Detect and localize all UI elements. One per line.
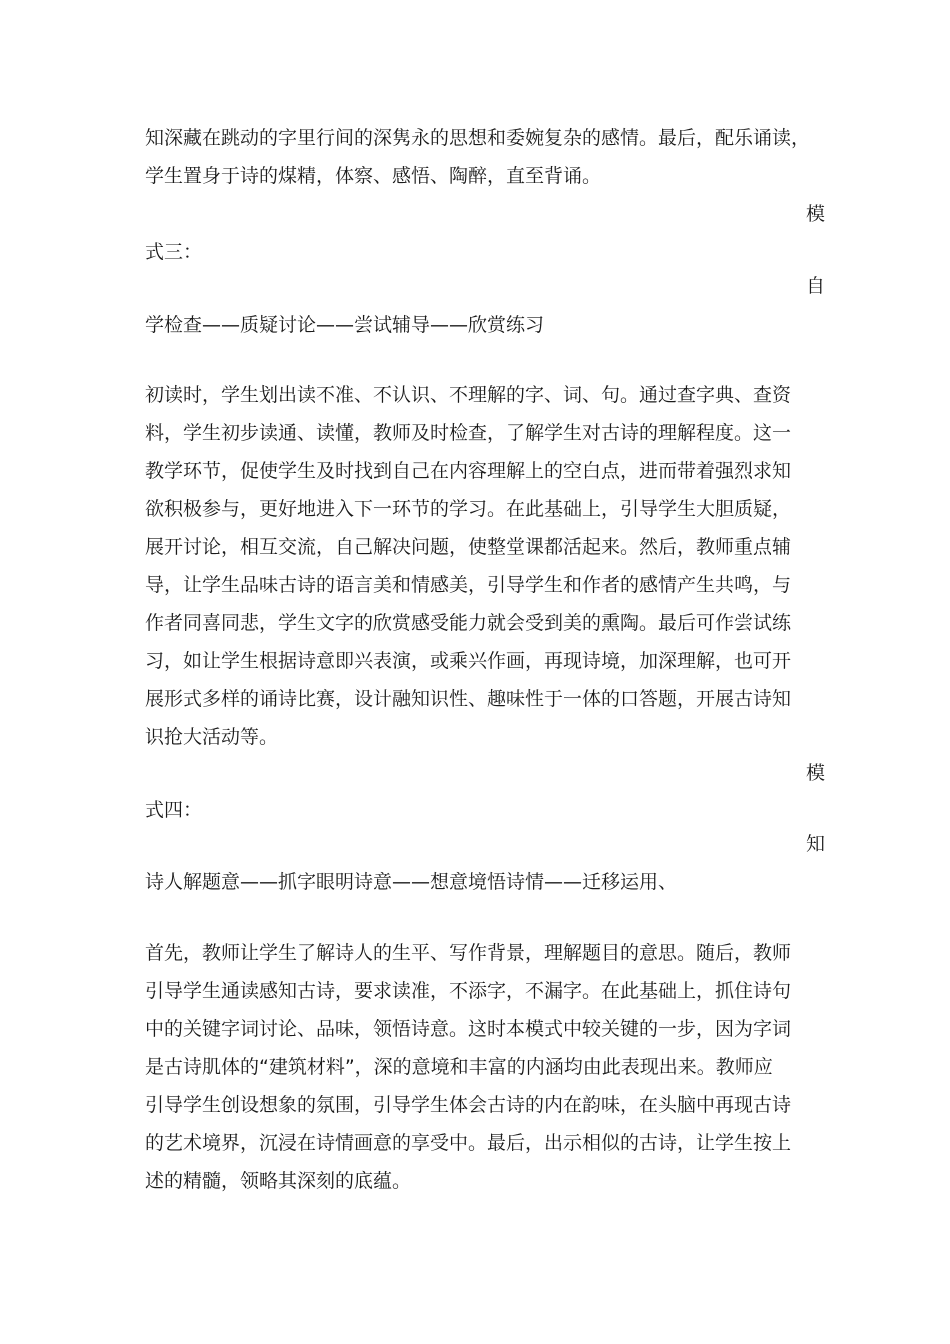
paragraph-line: 作者同喜同悲，学生文字的欣赏感受能力就会受到美的熏陶。最后可作尝试练 (145, 612, 792, 634)
mode-4-heading: 式四： (145, 799, 203, 821)
paragraph-line: 中的关键字词讨论、品味，领悟诗意。这时本模式中较关键的一步，因为字词 (145, 1018, 792, 1040)
paragraph-line: 展开讨论，相互交流，自己解决问题，使整堂课都活起来。然后，教师重点辅 (145, 536, 792, 558)
paragraph-line: 识抢大活动等。 (145, 726, 279, 748)
paragraph-line: 是古诗肌体的“建筑材料”，深的意境和丰富的内涵均由此表现出来。教师应 (145, 1056, 773, 1078)
paragraph-line: 的艺术境界，沉浸在诗情画意的享受中。最后，出示相似的古诗，让学生按上 (145, 1132, 792, 1154)
paragraph-line: 首先，教师让学生了解诗人的生平、写作背景，理解题目的意思。随后，教师 (145, 942, 792, 964)
paragraph-line: 欲积极参与，更好地进入下一环节的学习。在此基础上，引导学生大胆质疑， (145, 498, 792, 520)
mode-4-heading-char: 模 (805, 762, 825, 784)
mode-3-subheading-char: 自 (805, 275, 825, 297)
mode-4-subheading: 诗人解题意——抓字眼明诗意——想意境悟诗情——迁移运用、 (145, 871, 678, 893)
mode-4-subheading-char: 知 (805, 833, 825, 855)
paragraph-line: 学生置身于诗的煤精，体察、感悟、陶醉，直至背诵。 (145, 165, 602, 187)
paragraph-line: 料，学生初步读通、读懂，教师及时检查，了解学生对古诗的理解程度。这一 (145, 422, 792, 444)
paragraph-line: 引导学生创设想象的氛围，引导学生体会古诗的内在韵味，在头脑中再现古诗 (145, 1094, 792, 1116)
paragraph-line: 初读时，学生划出读不准、不认识、不理解的字、词、句。通过查字典、查资 (145, 384, 792, 406)
paragraph-line: 引导学生通读感知古诗，要求读准，不添字，不漏字。在此基础上，抓住诗句 (145, 980, 792, 1002)
paragraph-line: 述的精髓，领略其深刻的底蕴。 (145, 1170, 412, 1192)
mode-3-heading: 式三： (145, 241, 203, 263)
paragraph-line: 习，如让学生根据诗意即兴表演，或乘兴作画，再现诗境，加深理解，也可开 (145, 650, 792, 672)
paragraph-line: 展形式多样的诵诗比赛，设计融知识性、趣味性于一体的口答题，开展古诗知 (145, 688, 792, 710)
mode-3-heading-char: 模 (805, 203, 825, 225)
paragraph-line: 导，让学生品味古诗的语言美和情感美，引导学生和作者的感情产生共鸣，与 (145, 574, 792, 596)
mode-3-subheading: 学检查——质疑讨论——尝试辅导——欣赏练习 (145, 314, 545, 336)
paragraph-line: 知深藏在跳动的字里行间的深隽永的思想和委婉复杂的感情。最后，配乐诵读， (145, 127, 811, 149)
paragraph-line: 教学环节，促使学生及时找到自己在内容理解上的空白点，进而带着强烈求知 (145, 460, 792, 482)
